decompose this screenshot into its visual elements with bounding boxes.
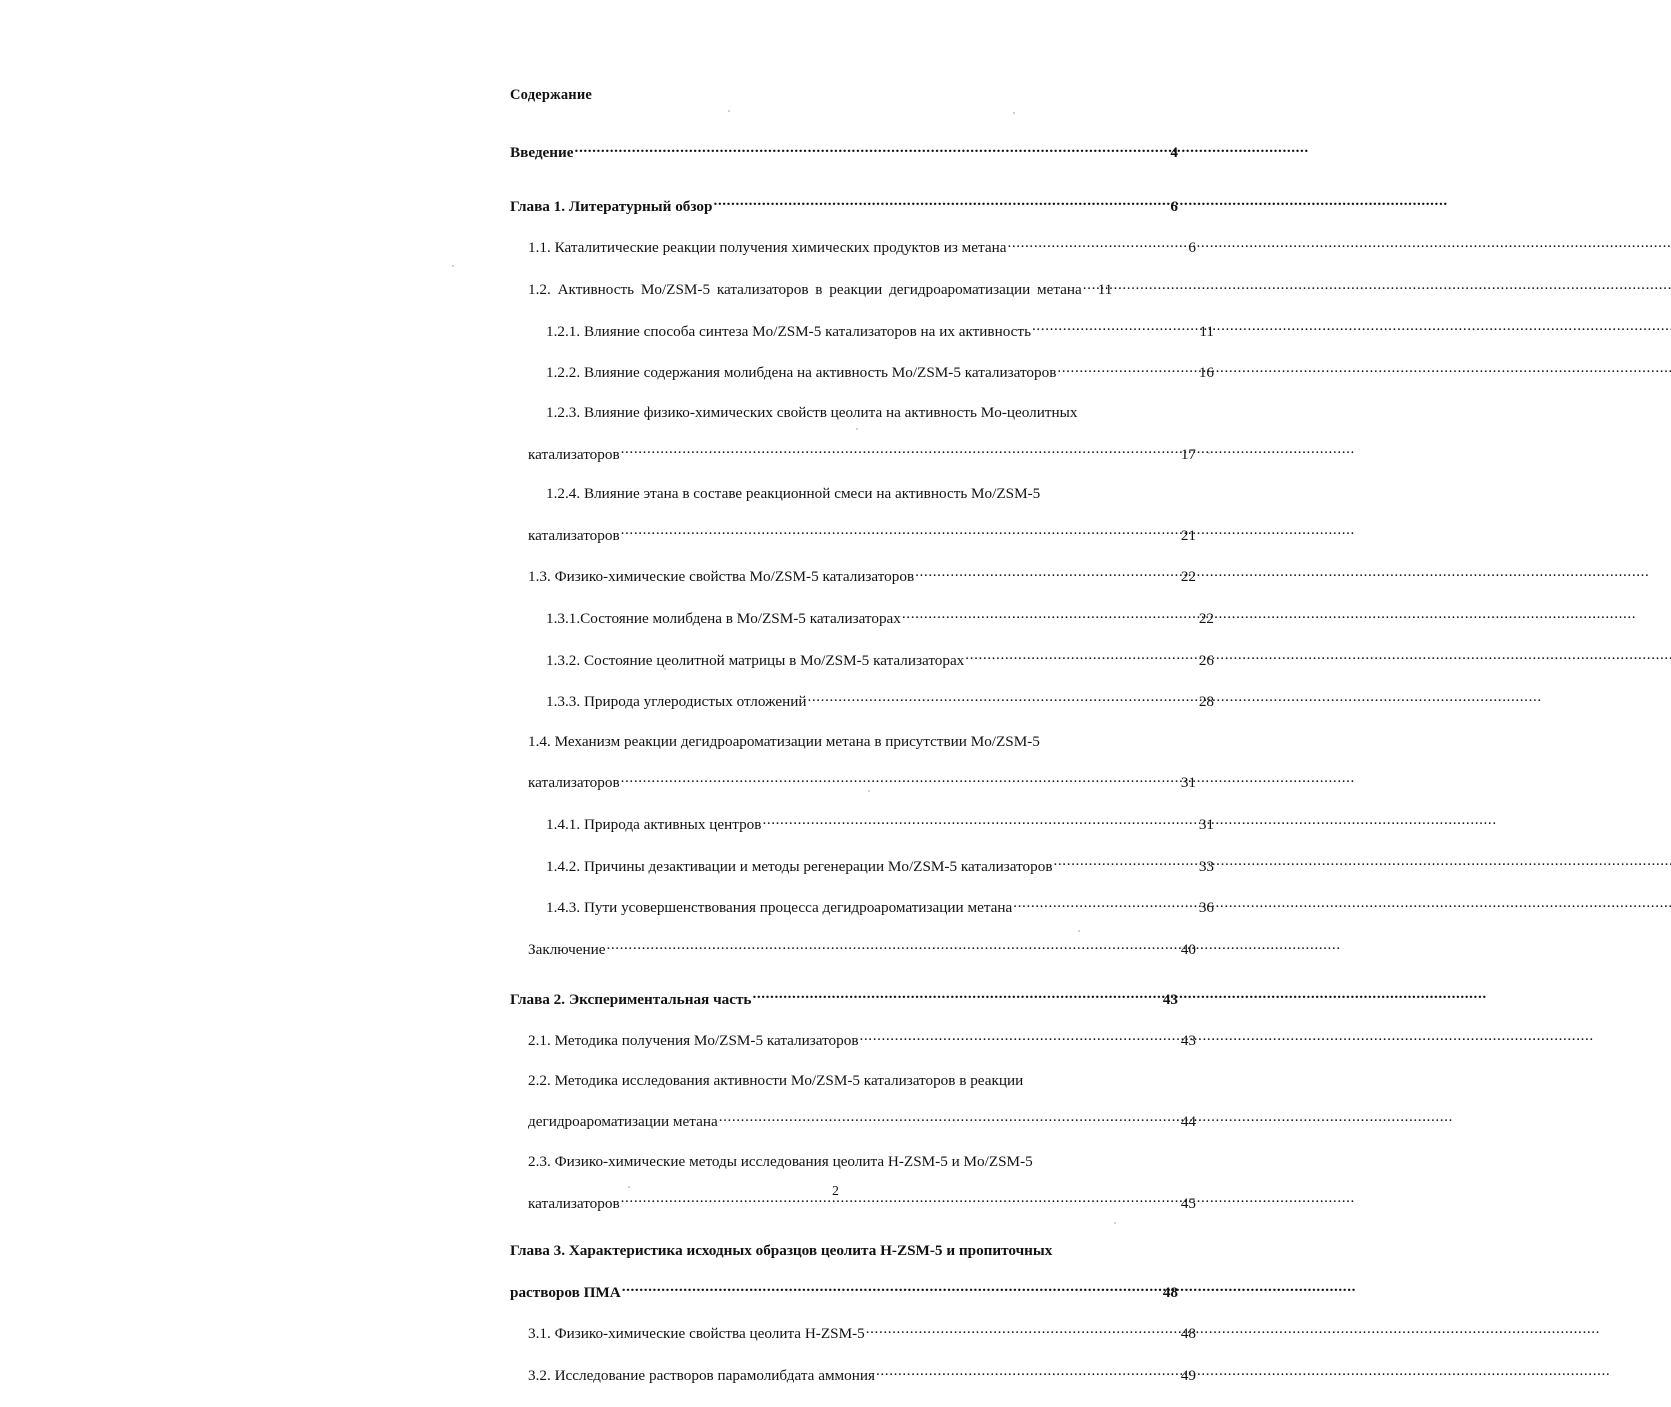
toc-entry-zaklyuchenie-1[interactable] <box>528 939 1196 959</box>
toc-entry-page-number: 6 <box>1188 239 1196 257</box>
toc-entry-label: 2.2. Методика исследования активности Mo/ZSM-5 катализаторов в реакции <box>528 1071 1024 1089</box>
toc-entry-1-2-3-line1[interactable] <box>546 404 1178 421</box>
toc-entry-1-4-2[interactable] <box>546 856 1214 876</box>
toc-entry-label: дегидроароматизации метана <box>528 1113 718 1131</box>
toc-entry-1-2-3-line2[interactable] <box>528 443 1196 463</box>
toc-entry-1-2[interactable] <box>528 279 1196 299</box>
toc-entry-label: катализаторов <box>528 774 620 792</box>
toc-entry-1-4-3[interactable] <box>546 897 1214 917</box>
toc-entry-label: растворов ПМА <box>510 1283 621 1301</box>
toc-entry-page-number: 17 <box>1180 445 1196 463</box>
toc-leader-dots <box>807 691 1197 706</box>
toc-entry-label: 1.3.2. Состояние цеолитной матрицы в Mo/ZSM-5 катализаторах <box>546 651 965 669</box>
toc-entry-page-number: 22 <box>1180 568 1196 586</box>
toc-leader-dots <box>575 142 1170 157</box>
toc-entry-label: 1.2.3. Влияние физико-химических свойств цеолита на активность Mo-цеолитных <box>546 403 1078 421</box>
toc-leader-dots <box>876 1365 1180 1380</box>
toc-entry-1-1[interactable] <box>528 237 1196 257</box>
toc-entry-label: Глава 1. Литературный обзор <box>510 197 713 215</box>
toc-entry-label: Введение <box>510 144 574 162</box>
toc-leader-dots <box>902 608 1198 623</box>
toc-entry-page-number: 48 <box>1162 1283 1178 1301</box>
toc-entry-page-number: 31 <box>1180 774 1196 792</box>
toc-entry-1-4-line2[interactable] <box>528 772 1196 792</box>
toc-entry-page-number: 26 <box>1198 651 1214 669</box>
toc-entry-1-4-line1[interactable] <box>528 733 1178 750</box>
toc-leader-dots <box>1032 321 1198 336</box>
toc-entry-label: 1.2.2. Влияние содержания молибдена на активность Mo/ZSM-5 катализаторов <box>546 364 1057 382</box>
toc-leader-dots <box>1057 362 1197 377</box>
toc-entry-1-2-4-line1[interactable] <box>546 485 1178 502</box>
toc-leader-dots <box>606 939 1179 954</box>
document-page <box>438 0 1233 1385</box>
toc-leader-dots <box>866 1323 1180 1338</box>
page-number: 2 <box>832 1183 839 1198</box>
toc-entry-label: 1.4.2. Причины дезактивации и методы регенерации Mo/ZSM-5 катализаторов <box>546 857 1053 875</box>
toc-entry-label: 3.2. Исследование растворов парамолибдата аммония <box>528 1367 875 1385</box>
toc-entry-1-4-1[interactable] <box>546 814 1214 834</box>
toc-entry-2-2-line2[interactable] <box>528 1111 1196 1131</box>
toc-entry-1-2-1[interactable] <box>546 321 1214 341</box>
toc-entry-page-number: 40 <box>1180 941 1196 959</box>
toc-leader-dots <box>719 1111 1180 1126</box>
toc-entry-1-3[interactable] <box>528 566 1196 586</box>
toc-entry-2-1[interactable] <box>528 1030 1196 1050</box>
toc-leader-dots <box>752 989 1161 1004</box>
toc-entry-label: катализаторов <box>528 445 620 463</box>
toc-entry-1-3-1[interactable] <box>546 608 1214 628</box>
toc-leader-dots <box>1013 897 1198 912</box>
toc-entry-label: 3.1. Физико-химические свойства цеолита H-ZSM-5 <box>528 1325 865 1343</box>
toc-entry-label: 1.4. Механизм реакции дегидроароматизации метана в присутствии Mo/ZSM-5 <box>528 732 1040 750</box>
toc-entry-label: 1.2. Активность Mo/ZSM-5 катализаторов в реакции дегидроароматизации метана <box>528 281 1082 299</box>
toc-leader-dots <box>762 814 1197 829</box>
toc-entry-3-1[interactable] <box>528 1323 1196 1343</box>
toc-entry-page-number: 21 <box>1180 526 1196 544</box>
toc-entry-page-number: 16 <box>1198 364 1214 382</box>
toc-entry-label: 1.3.1.Состояние молибдена в Mo/ZSM-5 катализаторах <box>546 609 901 627</box>
toc-entry-1-2-2[interactable] <box>546 362 1214 382</box>
toc-entry-page-number: 36 <box>1198 899 1214 917</box>
toc-entry-label: 1.1. Каталитические реакции получения химических продуктов из метана <box>528 239 1007 257</box>
toc-leader-dots <box>621 524 1180 539</box>
page-title: Содержание <box>510 87 593 103</box>
scan-speckle <box>452 265 454 267</box>
toc-entry-label: катализаторов <box>528 526 620 544</box>
toc-entry-page-number: 44 <box>1180 1113 1196 1131</box>
toc-entry-label: 2.1. Методика получения Mo/ZSM-5 катализаторов <box>528 1032 859 1050</box>
toc-leader-dots <box>860 1030 1180 1045</box>
toc-entry-page-number: 4 <box>1170 144 1178 162</box>
toc-entry-1-3-3[interactable] <box>546 691 1214 711</box>
toc-entry-label: 1.3.3. Природа углеродистых отложений <box>546 693 807 711</box>
toc-entry-page-number: 6 <box>1170 197 1178 215</box>
toc-leader-dots <box>1007 237 1187 252</box>
toc-leader-dots <box>1054 856 1198 871</box>
toc-leader-dots <box>621 443 1180 458</box>
toc-entry-page-number: 48 <box>1180 1325 1196 1343</box>
toc-leader-dots <box>713 196 1169 211</box>
toc-entry-page-number: 49 <box>1180 1367 1196 1385</box>
toc-entry-page-number: 43 <box>1162 990 1178 1008</box>
toc-entry-page-number: 43 <box>1180 1032 1196 1050</box>
toc-entry-page-number: 31 <box>1198 816 1214 834</box>
toc-entry-label: катализаторов <box>528 1194 620 1212</box>
toc-entry-label: 1.4.3. Пути усовершенствования процесса дегидроароматизации метана <box>546 899 1013 917</box>
table-of-contents <box>510 87 1214 1407</box>
toc-entry-label: 1.2.1. Влияние способа синтеза Mo/ZSM-5 катализаторов на их активность <box>546 322 1031 340</box>
toc-entry-2-3-line1[interactable] <box>528 1153 1178 1170</box>
toc-entry-page-number: 28 <box>1198 693 1214 711</box>
toc-leader-dots <box>622 1282 1162 1297</box>
toc-entry-page-number: 11 <box>1199 322 1214 340</box>
toc-entry-label: 2.3. Физико-химические методы исследования цеолита H-ZSM-5 и Mo/ZSM-5 <box>528 1152 1033 1170</box>
toc-entry-glava-3-line2[interactable] <box>510 1282 1178 1302</box>
toc-entry-label: Заключение <box>528 941 606 959</box>
toc-entry-page-number: 22 <box>1198 609 1214 627</box>
toc-entry-label: 1.3. Физико-химические свойства Mo/ZSM-5 катализаторов <box>528 568 915 586</box>
toc-entry-glava-2[interactable] <box>510 989 1178 1009</box>
toc-entry-label: Глава 3. Характеристика исходных образцов цеолита H-ZSM-5 и пропиточных <box>510 1242 1053 1260</box>
toc-leader-dots <box>621 772 1180 787</box>
toc-entry-label: 1.4.1. Природа активных центров <box>546 816 762 834</box>
toc-leader-dots <box>915 566 1180 581</box>
toc-entry-2-2-line1[interactable] <box>528 1072 1178 1089</box>
toc-entry-glava-3-line1[interactable] <box>510 1242 1178 1259</box>
toc-entry-1-2-4-line2[interactable] <box>528 524 1196 544</box>
toc-entry-page-number: 45 <box>1180 1194 1196 1212</box>
toc-entry-vvedenie[interactable] <box>510 142 1178 162</box>
toc-entry-3-2[interactable] <box>528 1365 1196 1385</box>
toc-entry-page-number: 11 <box>1097 281 1113 299</box>
toc-entry-1-3-2[interactable] <box>546 649 1214 669</box>
toc-entry-label: Глава 2. Экспериментальная часть <box>510 990 752 1008</box>
toc-leader-dots <box>965 649 1198 664</box>
toc-leader-dots <box>1083 279 1097 294</box>
toc-entry-glava-1[interactable] <box>510 196 1178 216</box>
toc-entry-label: 1.2.4. Влияние этана в составе реакционной смеси на активность Mo/ZSM-5 <box>546 485 1041 502</box>
toc-entry-page-number: 33 <box>1198 857 1214 875</box>
